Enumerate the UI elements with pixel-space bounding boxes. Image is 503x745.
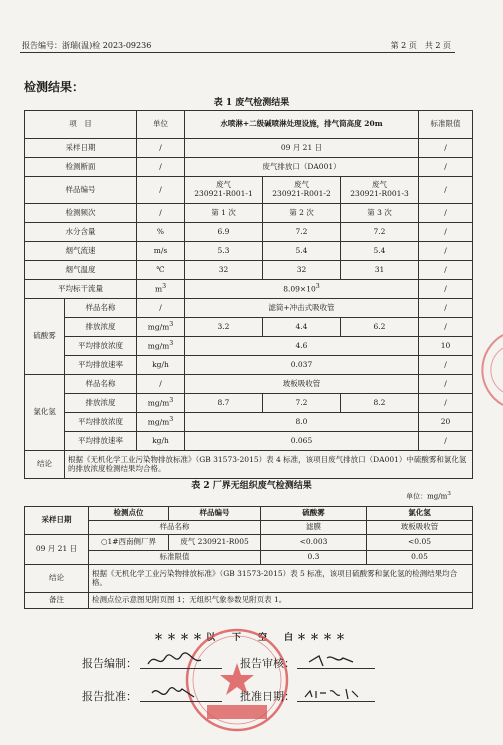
cell: 烟气流速 [25, 242, 137, 261]
cell: 7.2 [263, 394, 341, 413]
cell: 检测断面 [25, 158, 137, 177]
inspection-stamp [182, 625, 292, 735]
approved-by-label: 报告批准： [82, 690, 137, 703]
approval-date-label: 批准日期： [240, 690, 295, 703]
cell: 样品名称 [65, 375, 137, 394]
header-date: 采样日期 [25, 507, 89, 535]
cell: / [137, 177, 185, 204]
approval-date-handwritten [302, 683, 362, 703]
table2-unit: 单位：$mg/m^3$ [406, 491, 451, 501]
cell: / [419, 204, 473, 223]
header-sample: 样品编号 [169, 507, 261, 521]
table-row [25, 356, 473, 375]
page-indicator: 第 2 页 共 2 页 [390, 41, 451, 50]
end-marker: ＊＊＊＊以 下 空 白＊＊＊＊ [153, 633, 349, 643]
cell: <0.003 [261, 535, 367, 551]
cell: 采样日期 [25, 139, 137, 158]
cell: / [419, 139, 473, 158]
cell: 平均标干流量 [25, 280, 137, 299]
table-row [25, 318, 473, 337]
table2-caption: 表 2 厂界无组织废气检测结果 [191, 481, 312, 491]
header-h2so4: 硫酸雾 [261, 507, 367, 521]
conclusion-text: 根据《无机化学工业污染物排放标准》（GB 31573-2015）表 4 标准，该项目废气排放口（DA001）中硫酸雾和氯化氢的排放浓度检测结果均合格。 [65, 451, 473, 479]
table-row [25, 139, 473, 158]
cell: 标准限值 [89, 551, 261, 565]
cell: ℃ [137, 261, 185, 280]
cell: 样品名称 [65, 299, 137, 318]
cell: 32 [185, 261, 263, 280]
cell: 排放浓度 [65, 318, 137, 337]
cell: $mg/m^3$ [137, 337, 185, 356]
conclusion-label: 结论 [25, 565, 89, 593]
fugitive-gas-table [24, 506, 473, 609]
remark-text: 检测点位示意图见附页图 1；无组织气象参数见附页表 1。 [89, 593, 473, 609]
cell: 6.2 [341, 318, 419, 337]
cell: 8.7 [185, 394, 263, 413]
cell: / [419, 318, 473, 337]
table-row [25, 535, 473, 551]
header-point: 检测点位 [89, 507, 169, 521]
cell: 废气 230921-R001-2 [263, 177, 341, 204]
table-row [25, 507, 473, 521]
cell: <0.05 [367, 535, 473, 551]
table-row [25, 551, 473, 565]
cell: 09 月 21 日 [185, 139, 419, 158]
cell: / [419, 432, 473, 451]
cell: 3.2 [185, 318, 263, 337]
cell: / [419, 375, 473, 394]
cell: / [419, 223, 473, 242]
cell: 20 [419, 413, 473, 432]
table-row [25, 177, 473, 204]
cell: 0.3 [261, 551, 367, 565]
cell: 样品名称 [89, 521, 261, 535]
cell: 样品编号 [25, 177, 137, 204]
cell: $m^3$ [137, 280, 185, 299]
cell: 平均排放浓度 [65, 413, 137, 432]
cell: $mg/m^3$ [137, 394, 185, 413]
cell: m/s [137, 242, 185, 261]
table-row [25, 394, 473, 413]
cell: 0.037 [185, 356, 419, 375]
cell: 废气 230921-R001-1 [185, 177, 263, 204]
exhaust-gas-table [24, 110, 473, 479]
cell: 4.6 [185, 337, 419, 356]
reviewed-signature [305, 650, 360, 670]
table-row [25, 204, 473, 223]
cell: 6.9 [185, 223, 263, 242]
cell: / [419, 356, 473, 375]
cell: 平均排放速率 [65, 432, 137, 451]
table-row [25, 280, 473, 299]
cell: 09 月 21 日 [25, 535, 89, 565]
cell: 平均排放浓度 [65, 337, 137, 356]
cell: ○1#西南侧厂界 [89, 535, 169, 551]
cell: 滤筒+冲击式吸收管 [185, 299, 419, 318]
cell: 排放浓度 [65, 394, 137, 413]
cell: 滤膜 [261, 521, 367, 535]
cell: / [137, 299, 185, 318]
cell: kg/h [137, 356, 185, 375]
cell: kg/h [137, 432, 185, 451]
cell: 0.065 [185, 432, 419, 451]
cell: 水分含量 [25, 223, 137, 242]
cell: 5.4 [263, 242, 341, 261]
cell: % [137, 223, 185, 242]
cell: / [419, 394, 473, 413]
cell: / [419, 299, 473, 318]
cell: 第 1 次 [185, 204, 263, 223]
cell: 烟气温度 [25, 261, 137, 280]
header-unit: 单位 [137, 111, 185, 139]
cell: 0.05 [367, 551, 473, 565]
cell: 第 2 次 [263, 204, 341, 223]
table-row [25, 337, 473, 356]
conclusion-text: 根据《无机化学工业污染物排放标准》（GB 31573-2015）表 5 标准，该项目硫酸雾和氯化氢的检测结果均合格。 [89, 565, 473, 593]
cell: / [419, 242, 473, 261]
cell: 10 [419, 337, 473, 356]
group-label: 氯化氢 [25, 375, 65, 451]
cell: 31 [341, 261, 419, 280]
table-row [25, 111, 473, 139]
cell: 32 [263, 261, 341, 280]
table-row [25, 432, 473, 451]
conclusion-label: 结论 [25, 451, 65, 479]
table-row [25, 375, 473, 394]
cell: / [419, 177, 473, 204]
table-row [25, 299, 473, 318]
cell: $mg/m^3$ [137, 413, 185, 432]
header-facility: 水喷淋+二级碱喷淋处理设施，排气筒高度 20m [185, 111, 419, 139]
header-limit: 标准限值 [419, 111, 473, 139]
cell: / [137, 139, 185, 158]
table-row [25, 242, 473, 261]
remark-label: 备注 [25, 593, 89, 609]
table-row [25, 158, 473, 177]
cell: 废气排放口（DA001） [185, 158, 419, 177]
approved-signature [150, 683, 200, 703]
compiled-signature [145, 650, 205, 670]
cell: $8.09\times 10^3$ [185, 280, 419, 299]
cell: 废气 230921-R005 [169, 535, 261, 551]
cell: 第 3 次 [341, 204, 419, 223]
cell: 5.3 [185, 242, 263, 261]
cell: $mg/m^3$ [137, 318, 185, 337]
group-label: 硫酸雾 [25, 299, 65, 375]
cell: 7.2 [341, 223, 419, 242]
cell: / [419, 261, 473, 280]
compiled-by-label: 报告编制： [82, 657, 137, 670]
table-row [25, 521, 473, 535]
table-row [25, 261, 473, 280]
header-hcl: 氯化氢 [367, 507, 473, 521]
cell: / [137, 375, 185, 394]
table-row [25, 413, 473, 432]
cell: 4.4 [263, 318, 341, 337]
report-number: 报告编号：浙瑞(温)检 2023-09236 [22, 41, 152, 50]
cell: 8.0 [185, 413, 419, 432]
cell: 8.2 [341, 394, 419, 413]
reviewed-by-label: 报告审核： [240, 657, 295, 670]
cell: / [137, 158, 185, 177]
table-row [25, 565, 473, 593]
header-divider [20, 52, 455, 53]
table-row [25, 593, 473, 609]
perforation-seal [475, 330, 503, 410]
cell: 5.4 [341, 242, 419, 261]
header-item: 项 目 [25, 111, 137, 139]
table1-caption: 表 1 废气检测结果 [213, 98, 290, 108]
cell: / [137, 204, 185, 223]
cell: 玻板吸收管 [185, 375, 419, 394]
table-row [25, 223, 473, 242]
section-title: 检测结果： [24, 80, 85, 94]
cell: 玻板吸收管 [367, 521, 473, 535]
cell: / [419, 280, 473, 299]
table-row [25, 451, 473, 479]
cell: 废气 230921-R001-3 [341, 177, 419, 204]
cell: / [419, 158, 473, 177]
cell: 7.2 [263, 223, 341, 242]
cell: 检测频次 [25, 204, 137, 223]
cell: 平均排放速率 [65, 356, 137, 375]
